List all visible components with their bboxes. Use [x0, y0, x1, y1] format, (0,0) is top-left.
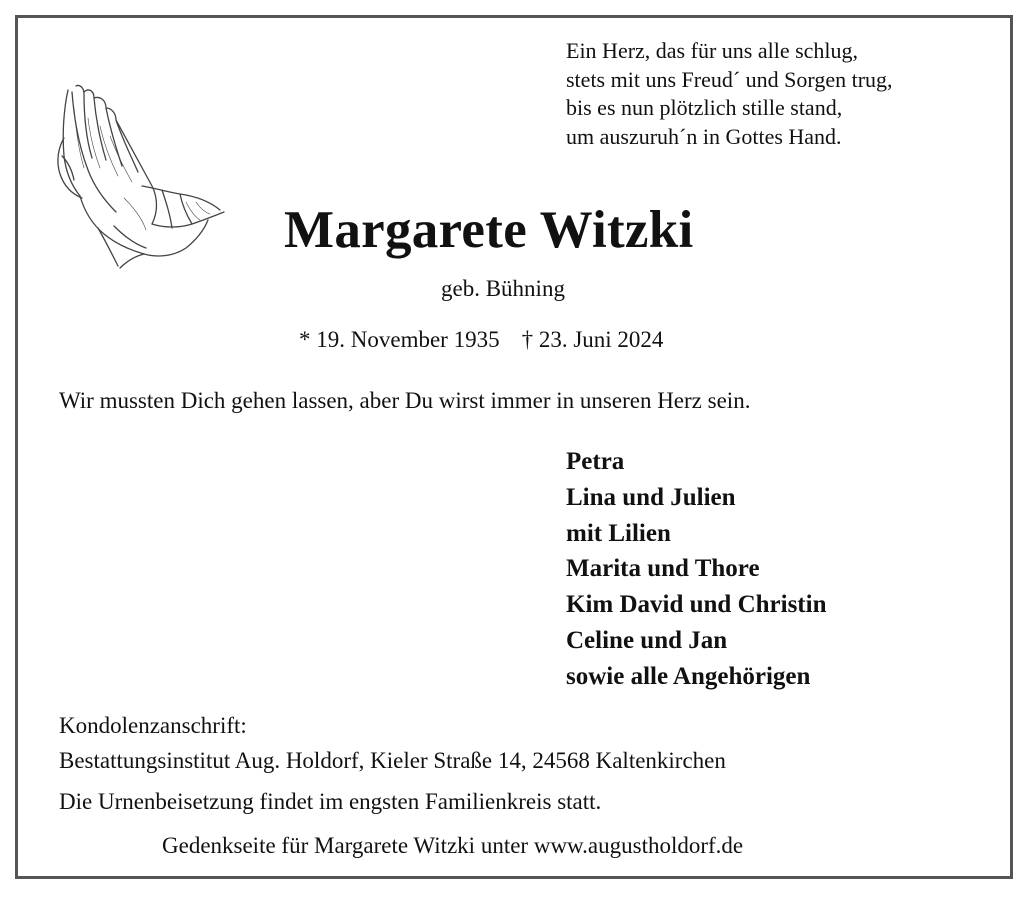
memorial-page-note: Gedenkseite für Margarete Witzki unter www.augustholdorf.de [162, 833, 744, 858]
family-member: sowie alle Angehörigen [566, 662, 811, 690]
poem-line: stets mit uns Freud´ und Sorgen trug, [566, 66, 893, 92]
death-date: † 23. Juni 2024 [521, 327, 664, 352]
life-dates [299, 324, 663, 356]
poem-line: bis es nun plötzlich stille stand, [566, 95, 843, 120]
family-member: mit Lilien [566, 519, 671, 547]
maiden-name: geb. Bühning [441, 276, 565, 301]
family-member: Lina und Julien [566, 483, 736, 511]
family-member: Kim David und Christin [566, 591, 827, 619]
family-list [566, 444, 827, 695]
poem [566, 37, 893, 151]
condolence-address: Bestattungsinstitut Aug. Holdorf, Kieler Straße 14, 24568 Kaltenkirchen [59, 748, 726, 773]
condolence-label: Kondolenzanschrift: [59, 713, 247, 738]
poem-line: um auszuruh´n in Gottes Hand. [566, 123, 842, 149]
poem-line: Ein Herz, das für uns alle schlug, [566, 38, 859, 63]
farewell-message: Wir mussten Dich gehen lassen, aber Du wirst immer in unseren Herz sein. [59, 388, 751, 413]
praying-hands-icon [54, 78, 232, 270]
family-member: Petra [566, 448, 625, 475]
family-member: Marita und Thore [566, 555, 760, 583]
birth-date: * 19. November 1935 [299, 327, 500, 352]
urn-notice: Die Urnenbeisetzung findet im engsten Familienkreis statt. [59, 789, 602, 814]
family-member: Celine und Jan [566, 626, 728, 654]
deceased-name: Margarete Witzki [284, 201, 694, 259]
